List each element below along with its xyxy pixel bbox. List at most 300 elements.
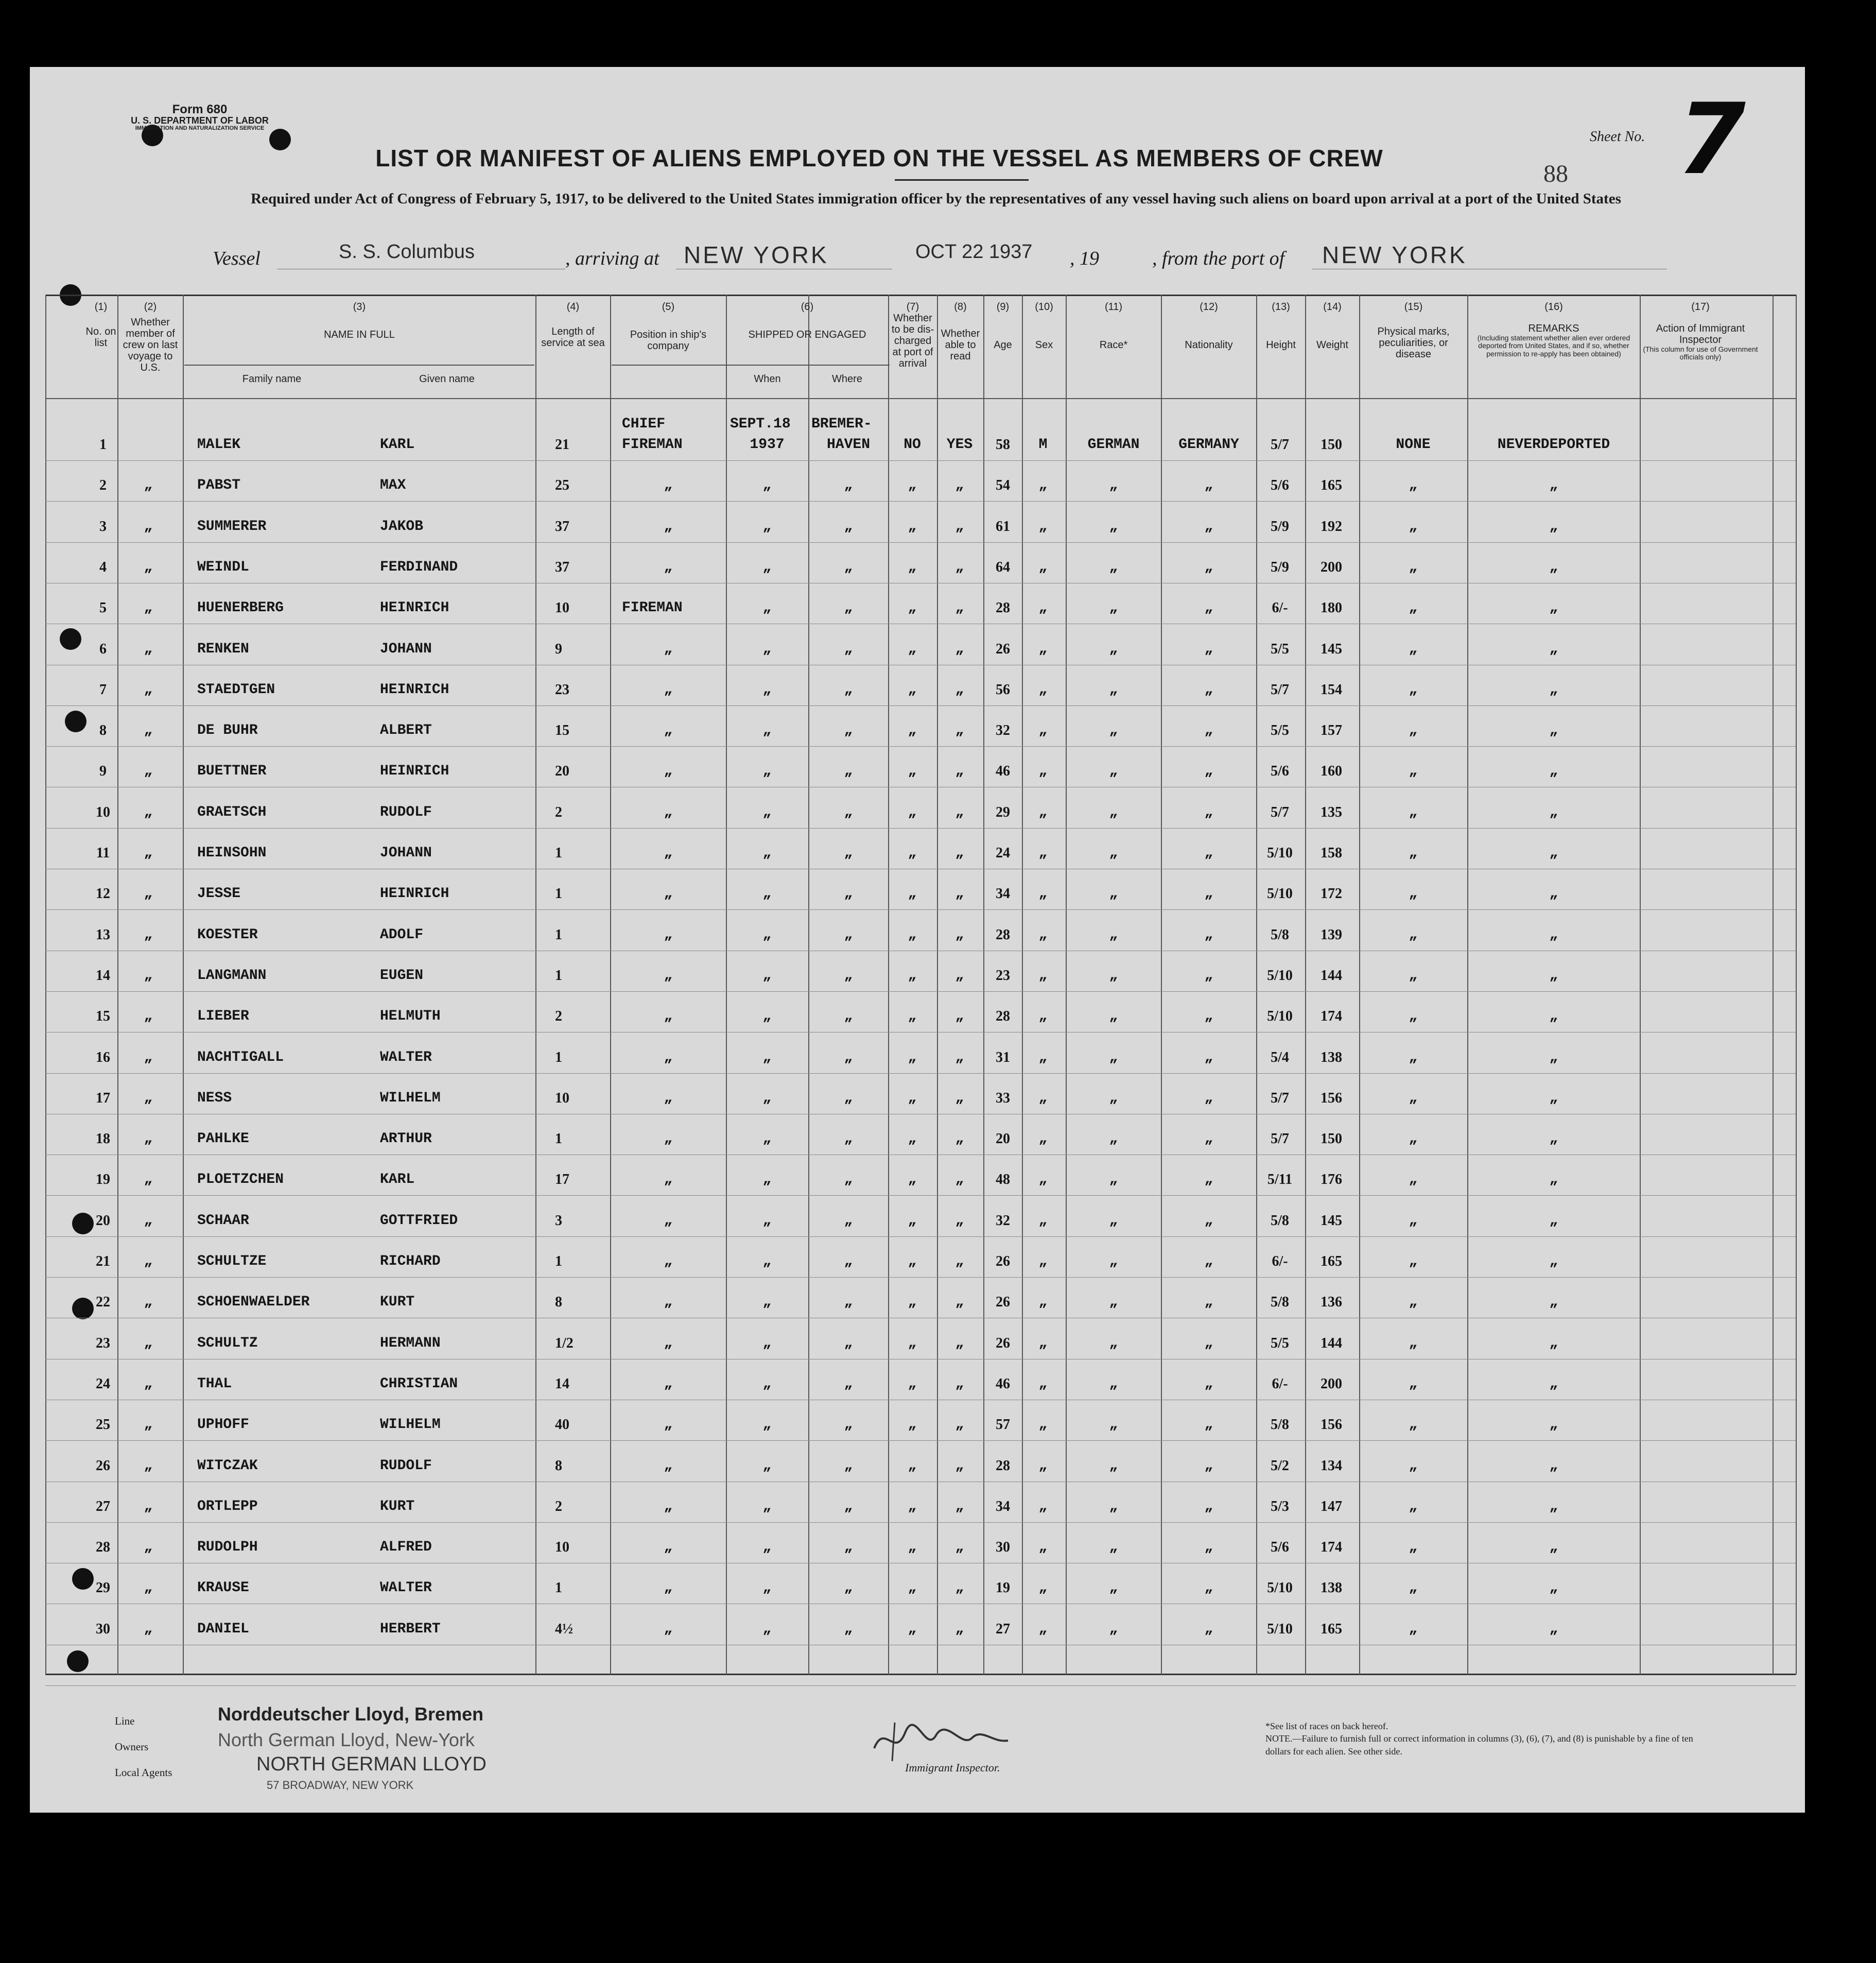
cell-where: „ [844, 886, 853, 902]
cell-position: „ [664, 763, 673, 779]
cell-discharged: „ [908, 1580, 917, 1596]
cell-position: „ [664, 968, 673, 984]
cell-given: HERMANN [380, 1335, 441, 1351]
cell-height: 5/8 [1271, 1417, 1289, 1433]
cell-marks: „ [1409, 477, 1418, 493]
cell-marks: „ [1409, 641, 1418, 657]
cell-position: „ [664, 1049, 673, 1065]
cell-marks: „ [1409, 1458, 1418, 1474]
col12-header [1162, 301, 1255, 351]
cell-family: GRAETSCH [197, 804, 267, 820]
cell-service: 10 [555, 1539, 569, 1555]
cell-marks: „ [1409, 1049, 1418, 1065]
cell-remarks: „ [1549, 1008, 1558, 1024]
vessel-label: Vessel [213, 248, 260, 269]
cell-given: KURT [380, 1499, 415, 1514]
cell-height: 5/5 [1271, 1335, 1289, 1351]
cell-sex: „ [1038, 641, 1048, 657]
cell-marks: „ [1409, 1539, 1418, 1555]
cell-sex: „ [1038, 886, 1048, 902]
cell-when: „ [762, 1213, 772, 1229]
cell-nationality: „ [1204, 804, 1213, 820]
where-line1: BREMER- [811, 416, 872, 432]
cell-no: 19 [96, 1172, 110, 1187]
cell-marks: „ [1409, 1253, 1418, 1269]
col4-header [537, 301, 609, 349]
cell-where: „ [844, 722, 853, 738]
cell-sex: „ [1038, 1172, 1048, 1187]
cell-weight: 144 [1321, 968, 1342, 984]
cell-remarks: „ [1549, 600, 1558, 616]
cell-discharged: „ [908, 886, 917, 902]
cell-sex: „ [1038, 1213, 1048, 1229]
when-line1: SEPT.18 [730, 416, 791, 432]
cell-weight: 165 [1321, 1253, 1342, 1269]
cell-read: „ [955, 559, 964, 575]
cell-when: „ [762, 1458, 772, 1474]
cell-age: 61 [996, 519, 1010, 535]
row-divider [45, 828, 1796, 829]
column-divider [1773, 295, 1774, 1675]
where-header: Where [832, 373, 862, 385]
cell-sex: „ [1038, 1294, 1048, 1310]
cell-nationality: „ [1204, 1253, 1213, 1269]
cell-prev: „ [144, 845, 153, 861]
cell-weight: 176 [1321, 1172, 1342, 1187]
cell-height: 5/7 [1271, 1131, 1289, 1147]
cell-when: „ [762, 886, 772, 902]
cell-age: 28 [996, 927, 1010, 943]
cell-when: „ [762, 1580, 772, 1596]
cell-nationality: „ [1204, 477, 1213, 493]
col17-number: (17) [1691, 301, 1710, 313]
row-divider [45, 460, 1796, 461]
cell-discharged: „ [908, 477, 917, 493]
cell-family: NACHTIGALL [197, 1049, 284, 1065]
cell-marks: „ [1409, 600, 1418, 616]
cell-family: NESS [197, 1090, 232, 1106]
cell-marks: „ [1409, 1131, 1418, 1147]
cell-service: 21 [555, 437, 569, 453]
row-divider [45, 991, 1796, 992]
cell-no: 16 [96, 1049, 110, 1065]
cell-service: 1/2 [555, 1335, 574, 1351]
cell-height: 5/7 [1271, 804, 1289, 820]
cell-position: FIREMAN [622, 437, 683, 453]
cell-given: ARTHUR [380, 1131, 432, 1147]
cell-no: 3 [99, 519, 107, 535]
department-name: U. S. DEPARTMENT OF LABOR [131, 115, 269, 126]
header-bottom-border [45, 398, 1796, 399]
cell-read: „ [955, 477, 964, 493]
cell-family: PAHLKE [197, 1131, 249, 1147]
cell-position: „ [664, 1294, 673, 1310]
cell-discharged: „ [908, 1499, 917, 1514]
cell-read: „ [955, 968, 964, 984]
departure-port: NEW YORK [1322, 242, 1467, 268]
cell-height: 5/8 [1271, 927, 1289, 943]
cell-service: 3 [555, 1213, 562, 1229]
cell-no: 29 [96, 1580, 110, 1596]
cell-service: 20 [555, 763, 569, 779]
cell-service: 9 [555, 641, 562, 657]
cell-weight: 145 [1321, 641, 1342, 657]
cell-given: HERBERT [380, 1621, 441, 1637]
cell-race: „ [1109, 1335, 1118, 1351]
cell-read: „ [955, 600, 964, 616]
cell-no: 30 [96, 1621, 110, 1637]
cell-prev: „ [144, 1172, 153, 1187]
cell-height: 6/- [1272, 600, 1288, 616]
cell-weight: 135 [1321, 804, 1342, 820]
column-divider [937, 295, 938, 1675]
cell-sex: „ [1038, 1008, 1048, 1024]
cell-age: 31 [996, 1049, 1010, 1065]
cell-family: WITCZAK [197, 1458, 258, 1474]
cell-discharged: „ [908, 682, 917, 698]
cell-nationality: „ [1204, 1376, 1213, 1392]
cell-nationality: „ [1204, 845, 1213, 861]
row-divider [45, 1685, 1796, 1686]
row-divider [45, 1236, 1796, 1237]
cell-given: HEINRICH [380, 682, 449, 698]
cell-sex: „ [1038, 722, 1048, 738]
col6-header [727, 301, 887, 340]
cell-race: „ [1109, 519, 1118, 535]
cell-service: 37 [555, 519, 569, 535]
cell-prev: „ [144, 886, 153, 902]
cell-when: „ [762, 1253, 772, 1269]
cell-given: HEINRICH [380, 600, 449, 616]
cell-prev: „ [144, 968, 153, 984]
cell-when: „ [762, 682, 772, 698]
cell-no: 7 [99, 682, 107, 698]
row-divider [45, 1440, 1796, 1441]
cell-nationality: „ [1204, 519, 1213, 535]
cell-prev: „ [144, 1458, 153, 1474]
cell-where: „ [844, 1580, 853, 1596]
cell-weight: 156 [1321, 1090, 1342, 1106]
cell-position: „ [664, 1580, 673, 1596]
cell-prev: „ [144, 1131, 153, 1147]
col2-title: Whether member of crew on last voyage to U.S. [123, 317, 178, 373]
cell-weight: 144 [1321, 1335, 1342, 1351]
cell-weight: 158 [1321, 845, 1342, 861]
cell-sex: „ [1038, 519, 1048, 535]
column-divider [1467, 295, 1468, 1675]
cell-position: „ [664, 722, 673, 738]
cell-service: 23 [555, 682, 569, 698]
cell-service: 40 [555, 1417, 569, 1433]
col5-number: (5) [662, 301, 675, 313]
cell-position: „ [664, 845, 673, 861]
name-subheader-line [184, 365, 534, 366]
cell-when: „ [762, 1294, 772, 1310]
cell-service: 1 [555, 886, 562, 902]
col14-header [1307, 301, 1358, 351]
inspector-label: Immigrant Inspector. [905, 1761, 1000, 1774]
col7-number: (7) [906, 301, 919, 313]
cell-when: „ [762, 1090, 772, 1106]
cell-prev: „ [144, 804, 153, 820]
cell-race: „ [1109, 1008, 1118, 1024]
col11-title: Race* [1099, 339, 1128, 351]
cell-discharged: „ [908, 968, 917, 984]
col1-title: No. on list [85, 326, 116, 349]
col12-title: Nationality [1185, 339, 1233, 351]
cell-read: „ [955, 845, 964, 861]
col14-number: (14) [1323, 301, 1342, 313]
cell-given: KURT [380, 1294, 415, 1310]
col3-number: (3) [353, 301, 366, 313]
cell-when: „ [762, 1008, 772, 1024]
cell-weight: 160 [1321, 763, 1342, 779]
cell-remarks: „ [1549, 927, 1558, 943]
row-divider [45, 909, 1796, 910]
cell-height: 5/10 [1267, 1580, 1293, 1596]
cell-family: RUDOLPH [197, 1539, 258, 1555]
cell-read: „ [955, 1172, 964, 1187]
cell-sex: „ [1038, 1539, 1048, 1555]
cell-where: „ [844, 682, 853, 698]
position-line1: CHIEF [622, 416, 666, 432]
cell-read: „ [955, 1376, 964, 1392]
cell-sex: „ [1038, 1621, 1048, 1637]
cell-sex: „ [1038, 1499, 1048, 1514]
col13-title: Height [1266, 339, 1296, 351]
cell-prev: „ [144, 641, 153, 657]
cell-given: FERDINAND [380, 559, 458, 575]
column-divider [888, 295, 889, 1675]
cell-marks: „ [1409, 559, 1418, 575]
sheet-number-label: Sheet No. [1590, 129, 1645, 145]
cell-family: BUETTNER [197, 763, 267, 779]
cell-height: 5/11 [1267, 1172, 1293, 1187]
row-divider [45, 1522, 1796, 1523]
cell-given: WALTER [380, 1049, 432, 1065]
cell-age: 29 [996, 804, 1010, 820]
family-name-header: Family name [242, 373, 302, 385]
col2-header [119, 301, 181, 373]
cell-given: HEINRICH [380, 763, 449, 779]
cell-family: SCHOENWAELDER [197, 1294, 310, 1310]
cell-discharged: „ [908, 804, 917, 820]
service-name: IMMIGRATION AND NATURALIZATION SERVICE [135, 125, 265, 132]
cell-nationality: „ [1204, 1621, 1213, 1637]
row-divider [45, 705, 1796, 706]
cell-no: 4 [99, 559, 107, 575]
cell-remarks: „ [1549, 804, 1558, 820]
cell-family: DANIEL [197, 1621, 249, 1637]
cell-where: „ [844, 1621, 853, 1637]
cell-when: „ [762, 519, 772, 535]
cell-sex: „ [1038, 1131, 1048, 1147]
cell-prev: „ [144, 519, 153, 535]
cell-nationality: GERMANY [1178, 437, 1239, 453]
signature-scribble-icon [864, 1712, 1018, 1769]
arrival-port: NEW YORK [684, 242, 829, 268]
cell-nationality: „ [1204, 1090, 1213, 1106]
cell-no: 17 [96, 1090, 110, 1106]
cell-race: „ [1109, 641, 1118, 657]
cell-weight: 150 [1321, 437, 1342, 453]
cell-position: „ [664, 682, 673, 698]
cell-no: 8 [99, 722, 107, 738]
cell-where: „ [844, 845, 853, 861]
cell-given: JOHANN [380, 845, 432, 861]
cell-height: 5/10 [1267, 845, 1293, 861]
cell-race: „ [1109, 886, 1118, 902]
cell-weight: 139 [1321, 927, 1342, 943]
cell-sex: „ [1038, 845, 1048, 861]
punch-hole [65, 711, 86, 732]
col9-header [985, 301, 1021, 351]
cell-prev: „ [144, 1253, 153, 1269]
cell-remarks: „ [1549, 1376, 1558, 1392]
cell-nationality: „ [1204, 1131, 1213, 1147]
cell-service: 1 [555, 845, 562, 861]
cell-service: 17 [555, 1172, 569, 1187]
cell-race: GERMAN [1087, 437, 1140, 453]
cell-when: „ [762, 559, 772, 575]
cell-no: 23 [96, 1335, 110, 1351]
cell-nationality: „ [1204, 1458, 1213, 1474]
cell-when: „ [762, 722, 772, 738]
owners-label: Owners [115, 1741, 149, 1753]
cell-weight: 136 [1321, 1294, 1342, 1310]
cell-prev: „ [144, 1376, 153, 1392]
cell-given: WILHELM [380, 1090, 441, 1106]
cell-marks: „ [1409, 1621, 1418, 1637]
cell-race: „ [1109, 682, 1118, 698]
cell-nationality: „ [1204, 559, 1213, 575]
cell-when: „ [762, 804, 772, 820]
cell-family: SCHAAR [197, 1213, 249, 1229]
cell-service: 1 [555, 1131, 562, 1147]
footnote-penalty: NOTE.—Failure to furnish full or correct information in columns (3), (6), (7), and (8) is punishable by a fine of ten dollars for each alien. See other side. [1265, 1733, 1693, 1757]
cell-age: 46 [996, 763, 1010, 779]
cell-marks: „ [1409, 804, 1418, 820]
footnotes [1265, 1720, 1708, 1758]
cell-no: 5 [99, 600, 107, 616]
col14-title: Weight [1316, 339, 1348, 351]
cell-weight: 200 [1321, 559, 1342, 575]
cell-when: „ [762, 1335, 772, 1351]
col9-title: Age [994, 339, 1012, 351]
cell-nationality: „ [1204, 1213, 1213, 1229]
cell-weight: 156 [1321, 1417, 1342, 1433]
cell-nationality: „ [1204, 968, 1213, 984]
cell-height: 5/2 [1271, 1458, 1289, 1474]
cell-no: 9 [99, 763, 107, 779]
cell-where: „ [844, 559, 853, 575]
punch-hole [60, 628, 81, 650]
cell-sex: „ [1038, 1090, 1048, 1106]
cell-remarks: „ [1549, 519, 1558, 535]
cell-read: „ [955, 641, 964, 657]
cell-nationality: „ [1204, 722, 1213, 738]
cell-height: 5/5 [1271, 722, 1289, 738]
col12-number: (12) [1200, 301, 1218, 313]
cell-sex: „ [1038, 804, 1048, 820]
cell-age: 30 [996, 1539, 1010, 1555]
form-number: Form 680 [172, 102, 228, 116]
cell-height: 5/9 [1271, 519, 1289, 535]
cell-no: 26 [96, 1458, 110, 1474]
cell-sex: „ [1038, 1335, 1048, 1351]
cell-service: 4½ [555, 1621, 573, 1637]
cell-prev: „ [144, 1499, 153, 1514]
cell-age: 20 [996, 1131, 1010, 1147]
cell-race: „ [1109, 927, 1118, 943]
cell-remarks: „ [1549, 682, 1558, 698]
cell-marks: „ [1409, 763, 1418, 779]
cell-height: 5/3 [1271, 1499, 1289, 1514]
cell-height: 6/- [1272, 1376, 1288, 1392]
row-divider [45, 542, 1796, 543]
cell-discharged: NO [904, 437, 921, 453]
cell-race: „ [1109, 1458, 1118, 1474]
cell-height: 5/10 [1267, 886, 1293, 902]
cell-read: „ [955, 1131, 964, 1147]
cell-discharged: „ [908, 519, 917, 535]
cell-sex: „ [1038, 763, 1048, 779]
cell-marks: „ [1409, 1172, 1418, 1187]
cell-remarks: „ [1549, 1213, 1558, 1229]
col17-title: Action of Immigrant Inspector [1656, 323, 1745, 346]
cell-prev: „ [144, 1621, 153, 1637]
cell-age: 26 [996, 641, 1010, 657]
table-bottom-border [45, 1674, 1796, 1675]
cell-age: 46 [996, 1376, 1010, 1392]
cell-sex: „ [1038, 477, 1048, 493]
cell-age: 19 [996, 1580, 1010, 1596]
cell-remarks: „ [1549, 1580, 1558, 1596]
col1-number: (1) [94, 301, 108, 313]
cell-service: 14 [555, 1376, 569, 1392]
cell-discharged: „ [908, 1172, 917, 1187]
col13-header [1258, 301, 1304, 351]
cell-marks: „ [1409, 1294, 1418, 1310]
cell-sex: „ [1038, 1253, 1048, 1269]
cell-read: „ [955, 1417, 964, 1433]
cell-where: „ [844, 1172, 853, 1187]
cell-discharged: „ [908, 1213, 917, 1229]
cell-marks: „ [1409, 1090, 1418, 1106]
cell-discharged: „ [908, 559, 917, 575]
cell-read: „ [955, 927, 964, 943]
cell-family: DE BUHR [197, 722, 258, 738]
cell-family: PLOETZCHEN [197, 1172, 284, 1187]
cell-weight: 157 [1321, 722, 1342, 738]
col3-header [184, 301, 534, 340]
cell-age: 34 [996, 1499, 1010, 1514]
cell-remarks: „ [1549, 1499, 1558, 1514]
cell-read: „ [955, 1499, 964, 1514]
cell-position: „ [664, 1621, 673, 1637]
cell-where: „ [844, 1539, 853, 1555]
cell-remarks: NEVERDEPORTED [1497, 437, 1610, 453]
cell-height: 5/10 [1267, 1621, 1293, 1637]
cell-service: 25 [555, 477, 569, 493]
cell-marks: „ [1409, 1580, 1418, 1596]
cell-age: 57 [996, 1417, 1010, 1433]
cell-given: GOTTFRIED [380, 1213, 458, 1229]
cell-remarks: „ [1549, 1458, 1558, 1474]
cell-marks: „ [1409, 886, 1418, 902]
cell-remarks: „ [1549, 1335, 1558, 1351]
cell-no: 15 [96, 1008, 110, 1024]
